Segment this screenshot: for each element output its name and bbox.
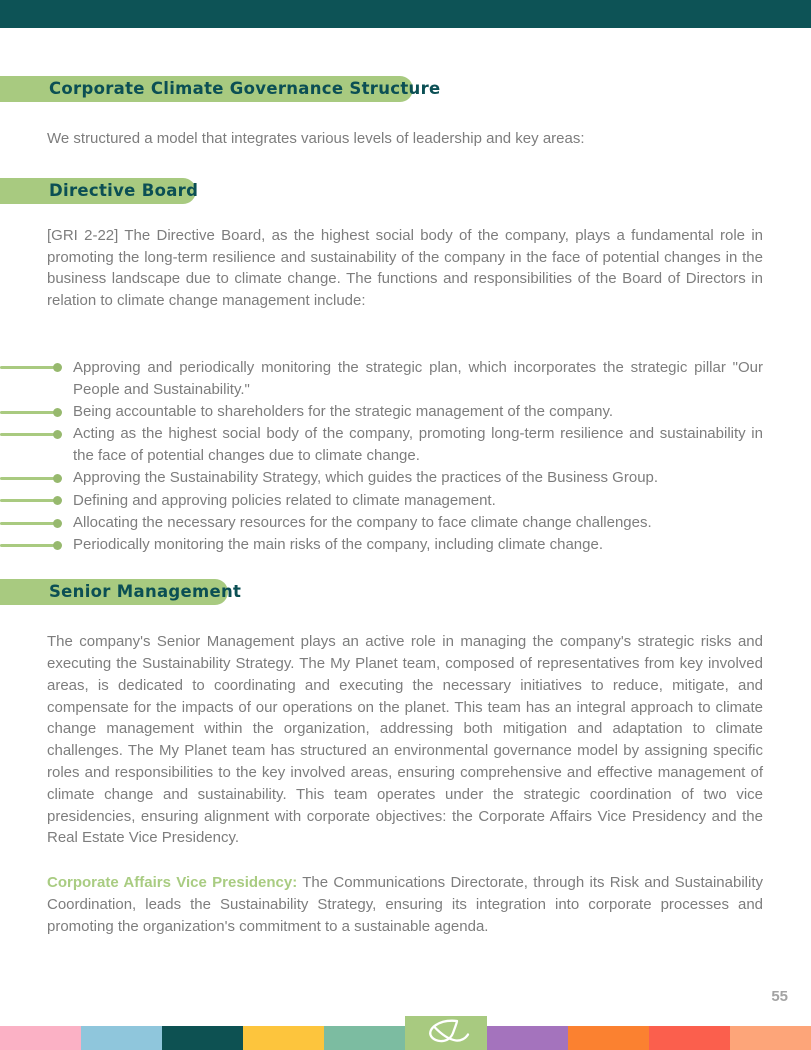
bullet-dot-icon — [53, 474, 62, 483]
stripe-segment — [0, 1026, 81, 1050]
bullet-item — [0, 490, 763, 512]
section-heading-directive-board-label: Directive Board — [49, 180, 199, 200]
bullet-line-icon — [0, 411, 54, 414]
bullet-dot-icon — [53, 430, 62, 439]
section-heading-directive-board — [0, 178, 199, 204]
senior-management-paragraph: The company's Senior Management plays an active role in managing the company's strategic risks and executing the Sustainability Strategy. The My Planet team, composed of representatives from key involved areas, is dedicated to coordinating and executing the necessary initiatives to reduce, mitigate, and compensate for the impacts of our operations on the planet. This team has an integral approach to climate change management within the organization, addressing both mitigation and adaptation to climate challenges. The My Planet team has structured an environmental governance model by assigning specific roles and responsibilities to the key involved areas, ensuring comprehensive and effective management of climate change and sustainability. This team operates under the strategic coordination of two vice presidencies, ensuring alignment with corporate objectives: the Corporate Affairs Vice Presidency and the Real Estate Vice Presidency. — [47, 633, 763, 847]
intro-paragraph: We structured a model that integrates various levels of leadership and key areas: — [47, 130, 585, 147]
bullet-text: Periodically monitoring the main risks of the company, including climate change. — [73, 536, 603, 554]
directive-board-paragraph: [GRI 2-22] The Directive Board, as the highest social body of the company, plays a fundamental role in promoting the long-term resilience and sustainability of the company in the face of potential changes in the business landscape due to climate change. The functions and responsibilities of the Board of Directors in relation to climate change management include: — [47, 226, 763, 310]
section-heading-senior-management — [0, 579, 242, 605]
directive-board-bullet-list — [0, 357, 763, 556]
bullet-item — [0, 401, 763, 423]
leaf-doodle-icon — [422, 1017, 470, 1047]
bullet-item — [0, 423, 763, 467]
bullet-dot-icon — [53, 541, 62, 550]
stripe-segment — [162, 1026, 243, 1050]
stripe-segment — [81, 1026, 162, 1050]
stripe-segment — [649, 1026, 730, 1050]
stripe-segment — [568, 1026, 649, 1050]
bullet-dot-icon — [53, 408, 62, 417]
section-heading-senior-management-label: Senior Management — [49, 582, 242, 602]
page-number: 55 — [771, 988, 788, 1005]
stripe-segment — [730, 1026, 811, 1050]
bullet-dot-icon — [53, 519, 62, 528]
section-heading-governance-label: Corporate Climate Governance Structure — [49, 79, 441, 98]
stripe-segment — [243, 1026, 324, 1050]
bullet-text: Approving the Sustainability Strategy, which guides the practices of the Business Group. — [73, 469, 659, 487]
bullet-item — [0, 534, 763, 556]
bullet-line-icon — [0, 522, 54, 525]
bullet-text: Allocating the necessary resources for the company to face climate change challenges. — [73, 514, 652, 532]
bullet-dot-icon — [53, 496, 62, 505]
section-heading-governance — [0, 76, 441, 102]
stripe-segment — [487, 1026, 568, 1050]
corporate-affairs-paragraph — [47, 872, 763, 937]
bullet-line-icon — [0, 366, 54, 369]
bullet-text: Approving and periodically monitoring the strategic plan, which incorporates the strategic pillar "Our People and Sustainability." — [73, 358, 763, 398]
bullet-item — [0, 357, 763, 401]
logo-tab — [405, 1016, 487, 1050]
bullet-line-icon — [0, 499, 54, 502]
bullet-line-icon — [0, 477, 54, 480]
top-bar — [0, 0, 811, 28]
bullet-line-icon — [0, 433, 54, 436]
bullet-text: Defining and approving policies related to climate management. — [73, 491, 496, 509]
bullet-line-icon — [0, 544, 54, 547]
bullet-text: Acting as the highest social body of the company, promoting long-term resilience and sustainability in the face of potential changes due to climate change. — [73, 425, 763, 465]
bullet-dot-icon — [53, 363, 62, 372]
bullet-item — [0, 467, 763, 489]
bullet-text: Being accountable to shareholders for the strategic management of the company. — [73, 403, 614, 421]
bullet-item — [0, 512, 763, 534]
corporate-affairs-text: The Communications Directorate, through its Risk and Sustainability Coordination, leads the Sustainability Strategy, ensuring its integration into corporate processes and promoting the organization's commitment to a sustainable agenda. — [47, 874, 764, 935]
stripe-segment — [324, 1026, 405, 1050]
corporate-affairs-lead: Corporate Affairs Vice Presidency: — [47, 874, 298, 892]
